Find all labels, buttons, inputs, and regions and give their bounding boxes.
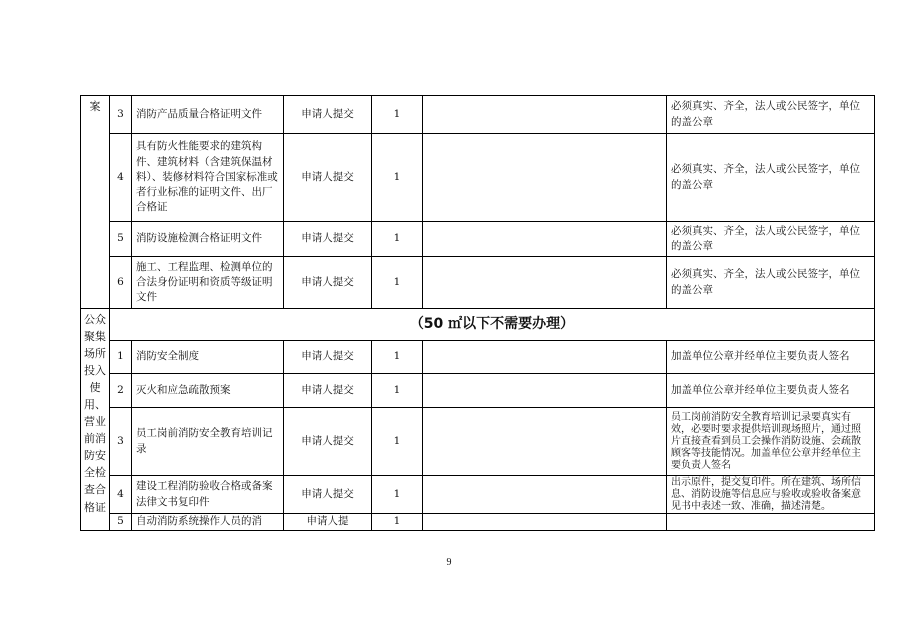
row-number: 2 [110, 374, 132, 408]
blank-cell [423, 257, 667, 309]
material-name: 消防安全制度 [132, 341, 284, 374]
page-number: 9 [446, 557, 452, 568]
table-row [81, 341, 875, 374]
submitter: 申请人提交 [284, 374, 372, 408]
copy-count: 1 [372, 341, 423, 374]
table-row [81, 408, 875, 476]
material-name: 自动消防系统操作人员的消 [132, 514, 284, 531]
submitter: 申请人提交 [284, 341, 372, 374]
section-heading-row [81, 309, 875, 341]
material-name: 具有防火性能要求的建筑构件、建筑材料（含建筑保温材料）、装修材料符合国家标准或者行业标准的证明文件、出厂合格证 [132, 134, 284, 222]
blank-cell [423, 222, 667, 257]
submitter: 申请人提交 [284, 476, 372, 514]
requirement-note: 必须真实、齐全，法人或公民签字，单位的盖公章 [667, 222, 875, 257]
blank-cell [423, 96, 667, 134]
requirement-note: 必须真实、齐全，法人或公民签字，单位的盖公章 [667, 257, 875, 309]
blank-cell [423, 134, 667, 222]
requirement-note [667, 514, 875, 531]
copy-count: 1 [372, 134, 423, 222]
copy-count: 1 [372, 514, 423, 531]
category-cell: 案 [81, 96, 110, 309]
material-name: 施工、工程监理、检测单位的合法身份证明和资质等级证明文件 [132, 257, 284, 309]
row-number: 6 [110, 257, 132, 309]
submitter: 申请人提交 [284, 257, 372, 309]
table-row [81, 374, 875, 408]
submitter: 申请人提交 [284, 408, 372, 476]
blank-cell [423, 408, 667, 476]
material-name: 灭火和应急疏散预案 [132, 374, 284, 408]
submitter: 申请人提交 [284, 96, 372, 134]
material-name: 建设工程消防验收合格或备案法律文书复印件 [132, 476, 284, 514]
table-row [81, 222, 875, 257]
row-number: 5 [110, 514, 132, 531]
row-number: 5 [110, 222, 132, 257]
category-cell: 公众 聚集 场所 投入 使 用、 营业 前消 防安 全检 查合 格证 [81, 309, 110, 531]
table-row [81, 476, 875, 514]
row-number: 1 [110, 341, 132, 374]
row-number: 3 [110, 408, 132, 476]
copy-count: 1 [372, 374, 423, 408]
requirement-note: 必须真实、齐全，法人或公民签字，单位的盖公章 [667, 134, 875, 222]
requirement-note: 加盖单位公章并经单位主要负责人签名 [667, 341, 875, 374]
copy-count: 1 [372, 257, 423, 309]
material-name: 消防产品质量合格证明文件 [132, 96, 284, 134]
table-row [81, 134, 875, 222]
material-name: 消防设施检测合格证明文件 [132, 222, 284, 257]
table-row [81, 96, 875, 134]
row-number: 3 [110, 96, 132, 134]
blank-cell [423, 374, 667, 408]
requirements-table [80, 95, 875, 531]
table-row [81, 257, 875, 309]
blank-cell [423, 476, 667, 514]
copy-count: 1 [372, 476, 423, 514]
row-number: 4 [110, 134, 132, 222]
section-heading: （50 ㎡以下不需要办理） [110, 309, 875, 341]
blank-cell [423, 341, 667, 374]
table-row [81, 514, 875, 531]
requirement-note: 必须真实、齐全，法人或公民签字，单位的盖公章 [667, 96, 875, 134]
material-name: 员工岗前消防安全教育培训记录 [132, 408, 284, 476]
copy-count: 1 [372, 408, 423, 476]
copy-count: 1 [372, 222, 423, 257]
blank-cell [423, 514, 667, 531]
requirement-note: 出示原件，提交复印件。所在建筑、场所信息、消防设施等信息应与验收或验收备案意见书中表述一致、准确，描述清楚。 [667, 476, 875, 514]
submitter: 申请人提 [284, 514, 372, 531]
requirement-note: 员工岗前消防安全教育培训记录要真实有效，必要时要求提供培训现场照片，通过照片直接查看到员工会操作消防设施、会疏散顾客等技能情况。加盖单位公章并经单位主要负责人签名 [667, 408, 875, 476]
requirement-note: 加盖单位公章并经单位主要负责人签名 [667, 374, 875, 408]
submitter: 申请人提交 [284, 134, 372, 222]
copy-count: 1 [372, 96, 423, 134]
row-number: 4 [110, 476, 132, 514]
submitter: 申请人提交 [284, 222, 372, 257]
